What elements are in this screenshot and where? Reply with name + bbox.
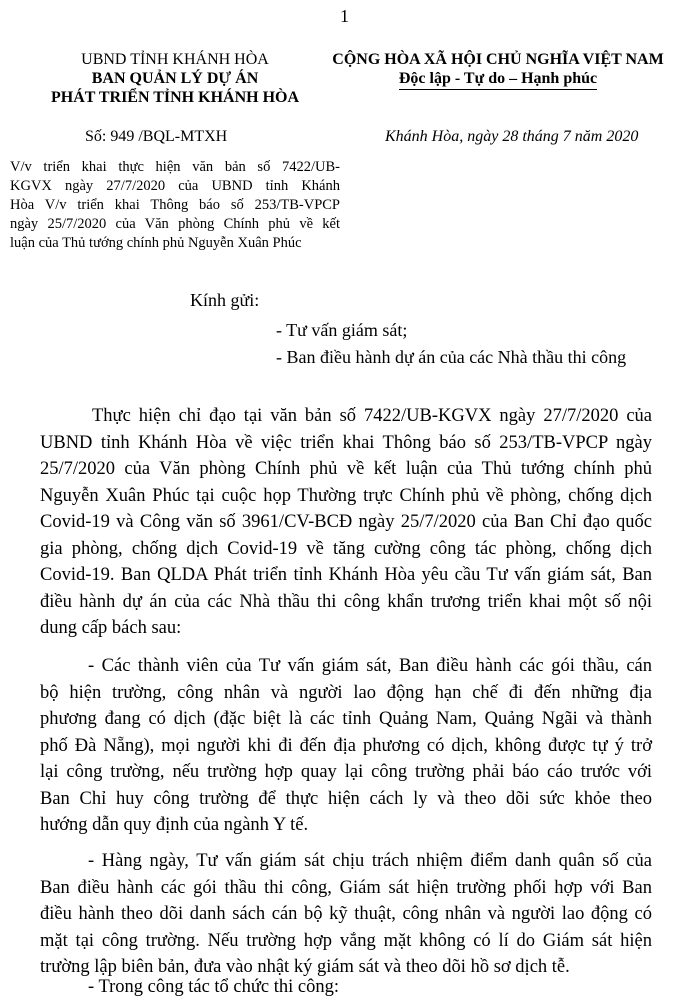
body-line: Ban điều hành các gói thầu thi công, Giám sát hiện trường phối hợp với Ban [40, 877, 652, 898]
body-paragraph-3 [40, 848, 652, 981]
body-line: Covid-19. Ban QLDA Phát triển tỉnh Khánh Hòa yêu cầu Tư vấn giám sát, Ban [40, 565, 652, 585]
subject-line: V/v triển khai thực hiện văn bản số 7422/UB- [10, 159, 340, 175]
body-line: điều hành theo dõi danh sách cán bộ kỹ thuật, công nhân và người lao động có [40, 904, 652, 924]
national-header [318, 50, 678, 90]
body-line: Thực hiện chỉ đạo tại văn bản số 7422/UB-KGVX ngày 27/7/2020 của [92, 406, 652, 426]
document-number: Số: 949 /BQL-MTXH [85, 128, 228, 145]
body-line: trường lập biên bản, đưa vào nhật ký giám sát và theo dõi hồ sơ dịch tễ. [40, 957, 570, 977]
org-name-line-2: PHÁT TRIỂN TỈNH KHÁNH HÒA [50, 89, 300, 106]
date-line: Khánh Hòa, ngày 28 tháng 7 năm 2020 [385, 128, 639, 145]
subject-line: Hòa V/v triển khai Thông báo số 253/TB-VPCP [10, 197, 340, 213]
national-motto: Độc lập - Tự do – Hạnh phúc [399, 69, 597, 90]
issuing-organization [40, 50, 310, 107]
body-paragraph-4 [40, 974, 652, 1001]
org-parent: UBND TỈNH KHÁNH HÒA [81, 51, 269, 68]
recipient-item: - Ban điều hành dự án của các Nhà thầu thi công [276, 347, 627, 367]
body-line: Covid-19 và Công văn số 3961/CV-BCĐ ngày 25/7/2020 của Ban Chỉ đạo quốc [40, 512, 652, 532]
body-line: hướng dẫn quy định của ngành Y tế. [40, 815, 309, 835]
body-line: - Trong công tác tổ chức thi công: [88, 977, 340, 997]
subject-line: ngày 25/7/2020 của Văn phòng Chính phủ về kết [10, 216, 340, 232]
national-title: CỘNG HÒA XÃ HỘI CHỦ NGHĨA VIỆT NAM [332, 51, 664, 68]
body-line: - Các thành viên của Tư vấn giám sát, Ban điều hành các gói thầu, cán [88, 656, 652, 676]
body-line: Nguyễn Xuân Phúc tại cuộc họp Thường trực Chính phủ về phòng, chống dịch [40, 485, 652, 506]
body-line: mặt tại công trường. Nếu trường hợp vắng mặt không có lí do Giám sát hiện [40, 930, 652, 951]
body-line: lại công trường, nếu trường hợp quay lại công trường phải báo cáo trước với [40, 762, 652, 782]
body-line: - Hàng ngày, Tư vấn giám sát chịu trách nhiệm điểm danh quân số của [88, 851, 652, 871]
subject-line: luận của Thủ tướng chính phủ Nguyễn Xuân Phúc [10, 235, 302, 251]
recipient-greeting: Kính gửi: [190, 290, 260, 310]
subject-line: KGVX ngày 27/7/2020 của UBND tỉnh Khánh [10, 178, 340, 194]
body-line: UBND tỉnh Khánh Hòa về việc triển khai Thông báo số 253/TB-VPCP ngày [40, 432, 652, 453]
recipient-item: - Tư vấn giám sát; [276, 320, 408, 340]
page-number: 1 [340, 6, 349, 26]
body-line: điều hành dự án của các Nhà thầu thi công khẩn trương triển khai một số nội [40, 591, 652, 612]
body-paragraph-2 [40, 653, 652, 839]
body-line: phương đang có dịch (đặc biệt là các tỉnh Quảng Nam, Quảng Ngãi và thành [40, 709, 652, 729]
body-line: bộ hiện trường, công nhân và người lao động hạn chế đi đến những địa [40, 682, 652, 703]
org-name-line-1: BAN QUẢN LÝ DỰ ÁN [91, 70, 259, 87]
body-line: gia phòng, chống dịch Covid-19 về tăng cường công tác phòng, chống dịch [40, 538, 652, 559]
body-line: phố Đà Nẵng), mọi người khi đi đến địa phương có dịch, không được tự ý trở [40, 735, 652, 756]
body-line: Ban Chỉ huy công trường để thực hiện cách ly và theo dõi sức khỏe theo [40, 788, 652, 809]
body-line: 25/7/2020 của Văn phòng Chính phủ về kết luận của Thủ tướng chính phủ [40, 459, 652, 479]
subject-block [10, 158, 340, 253]
body-paragraph-1 [40, 403, 652, 642]
body-line: dung cấp bách sau: [40, 618, 182, 638]
